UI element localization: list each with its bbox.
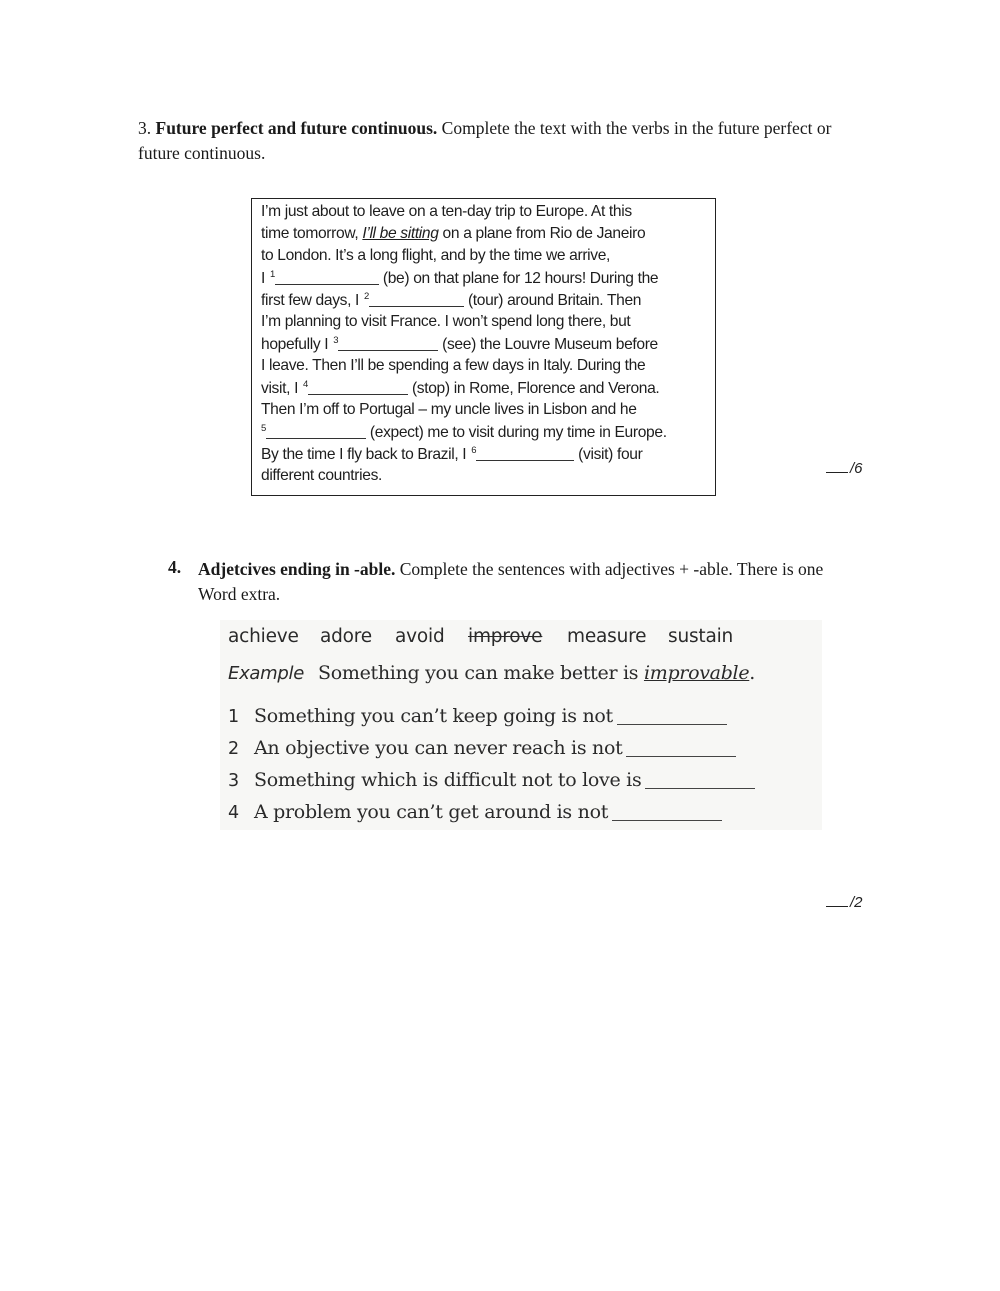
gap-number: 5 xyxy=(261,423,266,434)
text-line: I’m planning to visit France. I won’t spend long there, but xyxy=(261,313,631,330)
text-line xyxy=(261,445,642,464)
text-segment: (visit) four xyxy=(574,446,643,463)
text-segment: first few days, I xyxy=(261,292,364,309)
answer-blank[interactable] xyxy=(626,740,736,757)
example-label: Example xyxy=(228,663,304,684)
section-3-instruction: Complete the text with the verbs in the future perfect or future continuous. xyxy=(138,118,832,163)
word-bank-item: avoid xyxy=(395,626,445,647)
section-4-score xyxy=(826,894,863,911)
section-3-score xyxy=(826,460,863,477)
section-4-number: 4. xyxy=(168,557,182,577)
gap-3-blank[interactable] xyxy=(338,336,438,351)
text-segment: (be) on that plane for 12 hours! During the xyxy=(378,270,659,287)
text-line xyxy=(261,335,658,354)
text-segment: By the time I fly back to Brazil, I xyxy=(261,446,471,463)
text-segment: time tomorrow, xyxy=(261,225,363,242)
section-4-instruction: Complete the sentences with adjectives + -able. There is one Word extra. xyxy=(198,559,824,604)
example-answer: improvable xyxy=(643,662,750,684)
text-segment: (see) the Louvre Museum before xyxy=(438,336,658,353)
gap-number: 4 xyxy=(303,379,308,390)
text-segment: hopefully I xyxy=(261,336,333,353)
answer-blank[interactable] xyxy=(617,708,727,725)
section-3-heading xyxy=(138,116,858,166)
text-line xyxy=(261,423,667,442)
score-total: /6 xyxy=(850,460,863,477)
text-line: I’m just about to leave on a ten-day trip to Europe. At this xyxy=(261,203,632,220)
list-item xyxy=(228,737,736,759)
text-line: different countries. xyxy=(261,467,383,484)
item-number: 3 xyxy=(228,771,239,791)
text-segment: (tour) around Britain. Then xyxy=(463,292,642,309)
gap-number: 6 xyxy=(471,445,477,456)
item-text: An objective you can never reach is not xyxy=(254,737,623,759)
answer-blank[interactable] xyxy=(645,772,755,789)
gap-number: 1 xyxy=(269,269,275,280)
word-bank-item: achieve xyxy=(228,626,299,647)
text-line xyxy=(261,225,645,243)
text-segment: I xyxy=(261,270,269,287)
text-line: Then I’m off to Portugal – my uncle lives in Lisbon and he xyxy=(261,401,637,418)
gap-2-blank[interactable] xyxy=(369,292,464,307)
item-number: 4 xyxy=(228,803,239,823)
text-segment: (stop) in Rome, Florence and Verona. xyxy=(407,380,660,397)
section-3-text-box xyxy=(251,198,716,496)
example-line xyxy=(228,662,755,684)
gap-5-blank[interactable] xyxy=(266,424,366,439)
text-line xyxy=(261,269,658,288)
text-segment: visit, I xyxy=(261,380,303,397)
word-bank-item: adore xyxy=(320,626,372,647)
section-4-heading xyxy=(198,557,858,607)
text-line: to London. It’s a long flight, and by the time we arrive, xyxy=(261,247,611,264)
section-3-number: 3. xyxy=(138,118,152,138)
text-line xyxy=(261,379,659,398)
score-blank[interactable] xyxy=(826,472,848,473)
list-item xyxy=(228,705,727,727)
word-bank-item: sustain xyxy=(668,626,734,647)
gap-6-blank[interactable] xyxy=(476,446,574,461)
score-total: /2 xyxy=(850,894,863,911)
answer-blank[interactable] xyxy=(612,804,722,821)
section-4-title: Adjetcives ending in -able. xyxy=(198,559,396,579)
list-item xyxy=(228,769,755,791)
gap-number: 2 xyxy=(364,291,369,302)
section-4-exercise-box xyxy=(220,620,822,830)
gap-1-blank[interactable] xyxy=(275,270,379,285)
gap-4-blank[interactable] xyxy=(308,380,408,395)
text-segment: (expect) me to visit during my time in Europe. xyxy=(365,424,667,441)
item-text: Something which is difficult not to love is xyxy=(254,769,642,791)
word-bank-item: measure xyxy=(567,626,647,647)
gap-number: 3 xyxy=(333,335,339,346)
item-text: Something you can’t keep going is not xyxy=(254,705,613,727)
example-text: Something you can make better is xyxy=(318,662,644,684)
item-text: A problem you can’t get around is not xyxy=(254,801,609,823)
word-bank-item-used: improve xyxy=(468,626,543,647)
example-answer: I’ll be sitting xyxy=(362,225,439,242)
example-end: . xyxy=(749,662,756,684)
item-number: 2 xyxy=(228,739,239,759)
score-blank[interactable] xyxy=(826,906,848,907)
text-line: I leave. Then I’ll be spending a few days in Italy. During the xyxy=(261,357,646,374)
item-number: 1 xyxy=(228,707,239,727)
list-item xyxy=(228,801,722,823)
section-3-title: Future perfect and future continuous. xyxy=(155,118,438,138)
text-segment: on a plane from Rio de Janeiro xyxy=(438,225,646,242)
text-line xyxy=(261,291,641,310)
